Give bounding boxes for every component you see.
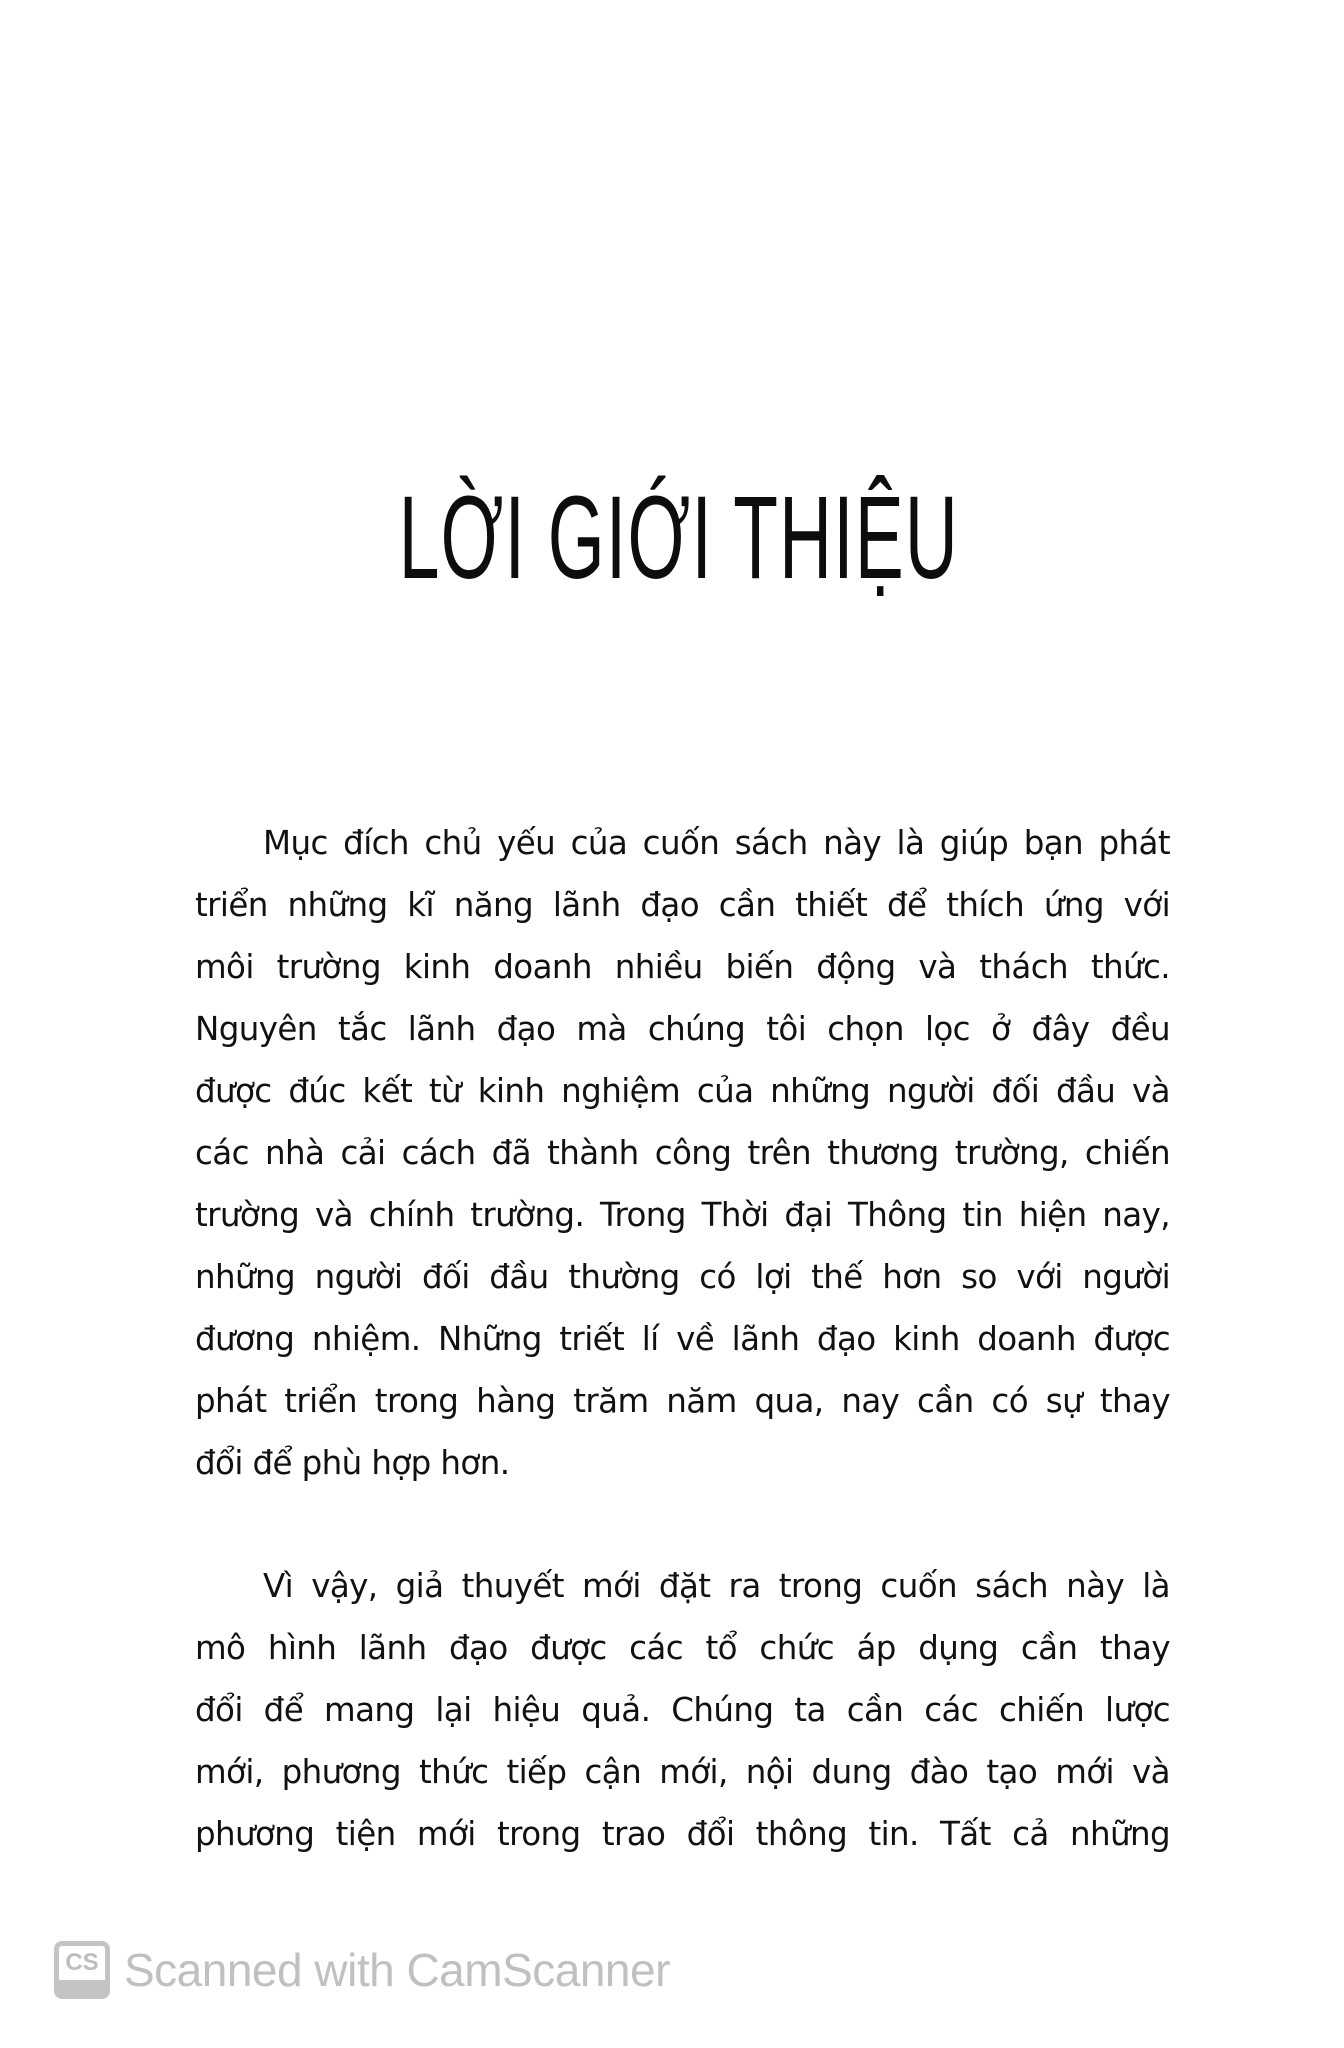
text-line: đương nhiệm. Những triết lí về lãnh đạo kinh doanh được — [195, 1320, 1170, 1358]
text-line: trường và chính trường. Trong Thời đại Thông tin hiện nay, — [195, 1196, 1170, 1234]
text-line: mới, phương thức tiếp cận mới, nội dung đào tạo mới và — [195, 1753, 1170, 1791]
text-line: phương tiện mới trong trao đổi thông tin. Tất cả những — [195, 1815, 1170, 1853]
text-line: phát triển trong hàng trăm năm qua, nay cần có sự thay — [195, 1382, 1170, 1420]
text-line: đổi để phù hợp hơn. — [195, 1444, 510, 1482]
text-line: triển những kĩ năng lãnh đạo cần thiết để thích ứng với — [195, 886, 1170, 924]
text-line: Nguyên tắc lãnh đạo mà chúng tôi chọn lọc ở đây đều — [195, 1010, 1170, 1048]
text-line: Mục đích chủ yếu của cuốn sách này là giúp bạn phát — [263, 824, 1170, 862]
text-line: những người đối đầu thường có lợi thế hơn so với người — [195, 1258, 1170, 1296]
text-line: mô hình lãnh đạo được các tổ chức áp dụng cần thay — [195, 1629, 1170, 1667]
paragraph-2 — [195, 1555, 1170, 1865]
paragraph-1 — [195, 812, 1170, 1494]
text-line: Vì vậy, giả thuyết mới đặt ra trong cuốn sách này là — [263, 1567, 1170, 1605]
page-title: LỜI GIỚI THIỆU — [398, 472, 959, 604]
text-line: các nhà cải cách đã thành công trên thương trường, chiến — [195, 1134, 1170, 1172]
watermark-text: Scanned with CamScanner — [124, 1944, 670, 1996]
camscanner-watermark — [54, 1940, 670, 2000]
camscanner-logo-icon — [54, 1941, 110, 1999]
text-line: được đúc kết từ kinh nghiệm của những người đối đầu và — [195, 1072, 1170, 1110]
text-line: môi trường kinh doanh nhiều biến động và thách thức. — [195, 948, 1170, 986]
text-line: đổi để mang lại hiệu quả. Chúng ta cần các chiến lược — [195, 1691, 1170, 1729]
logo-text: CS — [65, 1949, 99, 1976]
logo-bar — [59, 1980, 105, 1994]
